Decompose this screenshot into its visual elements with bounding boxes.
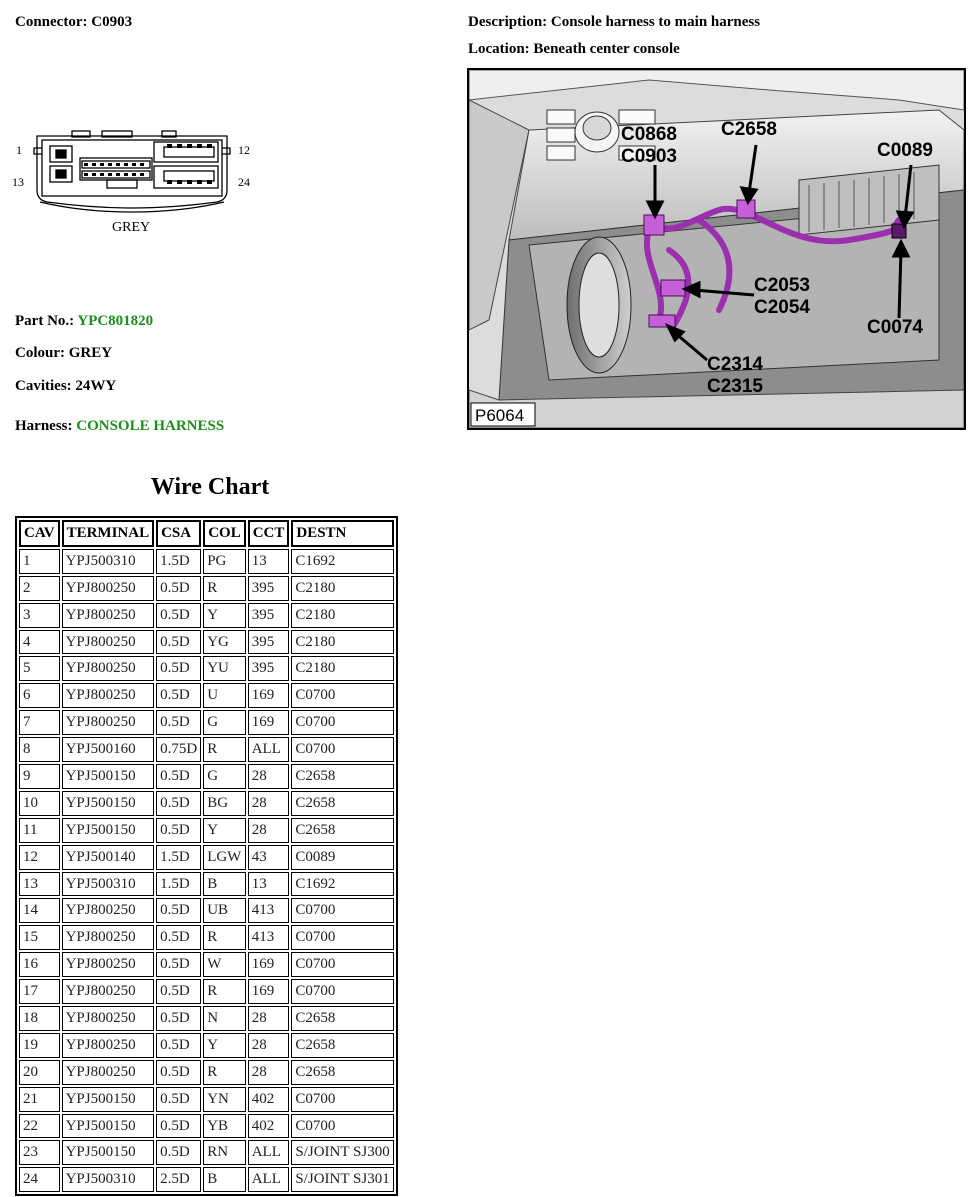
cell-col: B [203, 872, 246, 897]
callout-c0074: C0074 [867, 317, 923, 338]
location-illustration [467, 68, 966, 430]
cell-cct: 413 [248, 898, 290, 923]
cell-csa: 0.5D [156, 1087, 201, 1112]
part-no-link[interactable]: YPC801820 [77, 313, 154, 329]
cell-destn: C2658 [291, 764, 393, 789]
cell-destn: S/JOINT SJ301 [291, 1167, 393, 1192]
cell-cav: 9 [19, 764, 60, 789]
cell-terminal: YPJ800250 [62, 630, 155, 655]
cell-csa: 0.5D [156, 925, 201, 950]
callout-c2053: C2053 [754, 275, 810, 296]
table-row [19, 845, 394, 870]
cell-csa: 1.5D [156, 845, 201, 870]
cell-destn: C2180 [291, 603, 393, 628]
cell-terminal: YPJ800250 [62, 925, 155, 950]
cell-terminal: YPJ500310 [62, 872, 155, 897]
connector-value: C0903 [91, 14, 133, 30]
cell-cav: 17 [19, 979, 60, 1004]
cell-destn: C0089 [291, 845, 393, 870]
colour-field [15, 345, 112, 362]
cell-cct: 28 [248, 764, 290, 789]
cell-destn: C0700 [291, 1114, 393, 1139]
cell-col: B [203, 1167, 246, 1192]
pin-24-label: 24 [238, 175, 250, 189]
cell-cav: 10 [19, 791, 60, 816]
cell-cav: 1 [19, 549, 60, 574]
cell-col: N [203, 1006, 246, 1031]
pin-1-label: 1 [16, 143, 22, 157]
cell-terminal: YPJ500310 [62, 1167, 155, 1192]
cell-terminal: YPJ500160 [62, 737, 155, 762]
cell-cct: 169 [248, 683, 290, 708]
wire-chart-title: Wire Chart [150, 474, 270, 500]
cell-terminal: YPJ500150 [62, 764, 155, 789]
cavities-label: Cavities: [15, 378, 72, 394]
cell-cct: ALL [248, 737, 290, 762]
cell-cav: 24 [19, 1167, 60, 1192]
table-row [19, 1114, 394, 1139]
cell-terminal: YPJ800250 [62, 683, 155, 708]
cell-col: R [203, 1060, 246, 1085]
cavities-value: 24WY [75, 378, 117, 394]
cavities-field [15, 378, 116, 395]
cell-destn: C0700 [291, 979, 393, 1004]
cell-csa: 0.5D [156, 952, 201, 977]
cell-col: Y [203, 1033, 246, 1058]
cell-cct: 13 [248, 549, 290, 574]
location-value: Beneath center console [533, 41, 680, 57]
cell-cct: 28 [248, 791, 290, 816]
table-row [19, 1033, 394, 1058]
callout-c2315: C2315 [707, 376, 763, 397]
cell-terminal: YPJ800250 [62, 1033, 155, 1058]
cell-terminal: YPJ500150 [62, 1087, 155, 1112]
cell-terminal: YPJ800250 [62, 576, 155, 601]
description-value: Console harness to main harness [550, 14, 761, 30]
callout-c2314: C2314 [707, 354, 763, 375]
cell-terminal: YPJ800250 [62, 952, 155, 977]
connector-face-drawing [12, 128, 262, 238]
cell-destn: C2180 [291, 576, 393, 601]
harness-link[interactable]: CONSOLE HARNESS [76, 418, 225, 434]
cell-destn: C2180 [291, 630, 393, 655]
cell-col: R [203, 979, 246, 1004]
cell-cct: 43 [248, 845, 290, 870]
table-row [19, 1140, 394, 1165]
cell-col: PG [203, 549, 246, 574]
cell-cav: 22 [19, 1114, 60, 1139]
cell-csa: 0.5D [156, 818, 201, 843]
header-terminal: TERMINAL [62, 520, 155, 547]
table-row [19, 1167, 394, 1192]
cell-csa: 1.5D [156, 549, 201, 574]
cell-col: R [203, 737, 246, 762]
cell-csa: 0.5D [156, 791, 201, 816]
cell-terminal: YPJ500140 [62, 845, 155, 870]
cell-col: YG [203, 630, 246, 655]
cell-col: YN [203, 1087, 246, 1112]
cell-cct: 402 [248, 1087, 290, 1112]
table-row [19, 603, 394, 628]
cell-destn: C0700 [291, 925, 393, 950]
cell-csa: 0.5D [156, 1140, 201, 1165]
cell-cav: 21 [19, 1087, 60, 1112]
table-row [19, 710, 394, 735]
cell-col: Y [203, 818, 246, 843]
table-row [19, 1006, 394, 1031]
cell-csa: 2.5D [156, 1167, 201, 1192]
harness-field [15, 418, 224, 435]
cell-csa: 0.5D [156, 1006, 201, 1031]
callout-c2658: C2658 [721, 119, 777, 140]
cell-terminal: YPJ800250 [62, 979, 155, 1004]
connector-color-label: GREY [112, 220, 151, 235]
connector-label: Connector: [15, 14, 88, 30]
cell-cct: 402 [248, 1114, 290, 1139]
cell-destn: C2658 [291, 1033, 393, 1058]
header-cav: CAV [19, 520, 60, 547]
cell-destn: C2658 [291, 818, 393, 843]
cell-col: G [203, 764, 246, 789]
cell-cav: 18 [19, 1006, 60, 1031]
location-field [468, 41, 680, 58]
table-row [19, 683, 394, 708]
cell-csa: 0.5D [156, 1033, 201, 1058]
cell-terminal: YPJ800250 [62, 603, 155, 628]
table-row [19, 630, 394, 655]
cell-cct: 28 [248, 818, 290, 843]
table-row [19, 549, 394, 574]
cell-cct: 28 [248, 1033, 290, 1058]
cell-destn: C0700 [291, 898, 393, 923]
cell-csa: 1.5D [156, 872, 201, 897]
table-row [19, 1087, 394, 1112]
header-destn: DESTN [291, 520, 393, 547]
table-row [19, 952, 394, 977]
cell-col: YB [203, 1114, 246, 1139]
header-col: COL [203, 520, 246, 547]
cell-cav: 7 [19, 710, 60, 735]
cell-cav: 20 [19, 1060, 60, 1085]
cell-terminal: YPJ800250 [62, 710, 155, 735]
cell-terminal: YPJ500150 [62, 1114, 155, 1139]
cell-csa: 0.5D [156, 656, 201, 681]
cell-cav: 14 [19, 898, 60, 923]
table-row [19, 898, 394, 923]
description-field [468, 14, 760, 31]
cell-cct: 395 [248, 630, 290, 655]
cell-destn: C0700 [291, 952, 393, 977]
cell-col: W [203, 952, 246, 977]
connector-field [15, 14, 132, 31]
colour-label: Colour: [15, 345, 65, 361]
cell-col: YU [203, 656, 246, 681]
callout-c0089: C0089 [877, 140, 933, 161]
cell-cct: ALL [248, 1140, 290, 1165]
table-row [19, 791, 394, 816]
cell-terminal: YPJ800250 [62, 898, 155, 923]
cell-col: G [203, 710, 246, 735]
table-row [19, 737, 394, 762]
cell-col: BG [203, 791, 246, 816]
cell-csa: 0.5D [156, 764, 201, 789]
photo-ref-label: P6064 [475, 406, 525, 425]
table-row [19, 1060, 394, 1085]
location-label: Location: [468, 41, 530, 57]
cell-destn: C0700 [291, 737, 393, 762]
cell-cct: 28 [248, 1060, 290, 1085]
cell-csa: 0.5D [156, 898, 201, 923]
cell-cav: 13 [19, 872, 60, 897]
cell-destn: C1692 [291, 549, 393, 574]
cell-cct: 13 [248, 872, 290, 897]
cell-csa: 0.5D [156, 630, 201, 655]
cell-cct: 413 [248, 925, 290, 950]
wire-chart-body [19, 549, 394, 1192]
cell-csa: 0.5D [156, 603, 201, 628]
cell-csa: 0.5D [156, 576, 201, 601]
cell-cct: 395 [248, 656, 290, 681]
cell-cct: 28 [248, 1006, 290, 1031]
cell-col: U [203, 683, 246, 708]
cell-cav: 12 [19, 845, 60, 870]
cell-destn: C0700 [291, 1087, 393, 1112]
cell-cct: 395 [248, 603, 290, 628]
cell-cav: 6 [19, 683, 60, 708]
cell-cav: 11 [19, 818, 60, 843]
cell-cav: 23 [19, 1140, 60, 1165]
harness-label: Harness: [15, 418, 73, 434]
cell-csa: 0.5D [156, 1060, 201, 1085]
cell-terminal: YPJ800250 [62, 1006, 155, 1031]
cell-terminal: YPJ500150 [62, 791, 155, 816]
cell-col: LGW [203, 845, 246, 870]
part-no-label: Part No.: [15, 313, 75, 329]
cell-cct: ALL [248, 1167, 290, 1192]
table-row [19, 925, 394, 950]
cell-destn: C0700 [291, 683, 393, 708]
callout-c2054: C2054 [754, 297, 810, 318]
pin-12-label: 12 [238, 143, 250, 157]
callout-c0868: C0868 [621, 124, 677, 145]
header-csa: CSA [156, 520, 201, 547]
cell-cav: 2 [19, 576, 60, 601]
wire-chart-table [15, 516, 398, 1196]
console-illustration [469, 70, 964, 428]
cell-csa: 0.75D [156, 737, 201, 762]
table-row [19, 872, 394, 897]
cell-terminal: YPJ800250 [62, 656, 155, 681]
table-row [19, 979, 394, 1004]
cell-terminal: YPJ500150 [62, 1140, 155, 1165]
colour-value: GREY [68, 345, 113, 361]
cell-col: RN [203, 1140, 246, 1165]
part-no-field [15, 313, 153, 330]
table-row [19, 764, 394, 789]
cell-destn: C1692 [291, 872, 393, 897]
cell-destn: C0700 [291, 710, 393, 735]
table-row [19, 818, 394, 843]
cell-cav: 5 [19, 656, 60, 681]
cell-csa: 0.5D [156, 683, 201, 708]
connector-diagram [12, 128, 262, 238]
table-row [19, 576, 394, 601]
cell-cav: 8 [19, 737, 60, 762]
cell-destn: C2658 [291, 1006, 393, 1031]
cell-col: R [203, 925, 246, 950]
cell-terminal: YPJ500150 [62, 818, 155, 843]
cell-csa: 0.5D [156, 979, 201, 1004]
cell-cav: 19 [19, 1033, 60, 1058]
callout-c0903: C0903 [621, 146, 677, 167]
cell-cav: 15 [19, 925, 60, 950]
cell-cav: 3 [19, 603, 60, 628]
cell-col: UB [203, 898, 246, 923]
cell-col: Y [203, 603, 246, 628]
table-row [19, 656, 394, 681]
cell-cct: 169 [248, 979, 290, 1004]
cell-terminal: YPJ800250 [62, 1060, 155, 1085]
cell-col: R [203, 576, 246, 601]
cell-cct: 395 [248, 576, 290, 601]
cell-cav: 4 [19, 630, 60, 655]
wire-chart-header-row [19, 520, 394, 547]
cell-cct: 169 [248, 952, 290, 977]
cell-terminal: YPJ500310 [62, 549, 155, 574]
cell-destn: C2658 [291, 1060, 393, 1085]
cell-destn: S/JOINT SJ300 [291, 1140, 393, 1165]
header-cct: CCT [248, 520, 290, 547]
cell-destn: C2658 [291, 791, 393, 816]
cell-destn: C2180 [291, 656, 393, 681]
cell-cct: 169 [248, 710, 290, 735]
cell-cav: 16 [19, 952, 60, 977]
pin-13-label: 13 [12, 175, 24, 189]
description-label: Description: [468, 14, 548, 30]
cell-csa: 0.5D [156, 1114, 201, 1139]
cell-csa: 0.5D [156, 710, 201, 735]
